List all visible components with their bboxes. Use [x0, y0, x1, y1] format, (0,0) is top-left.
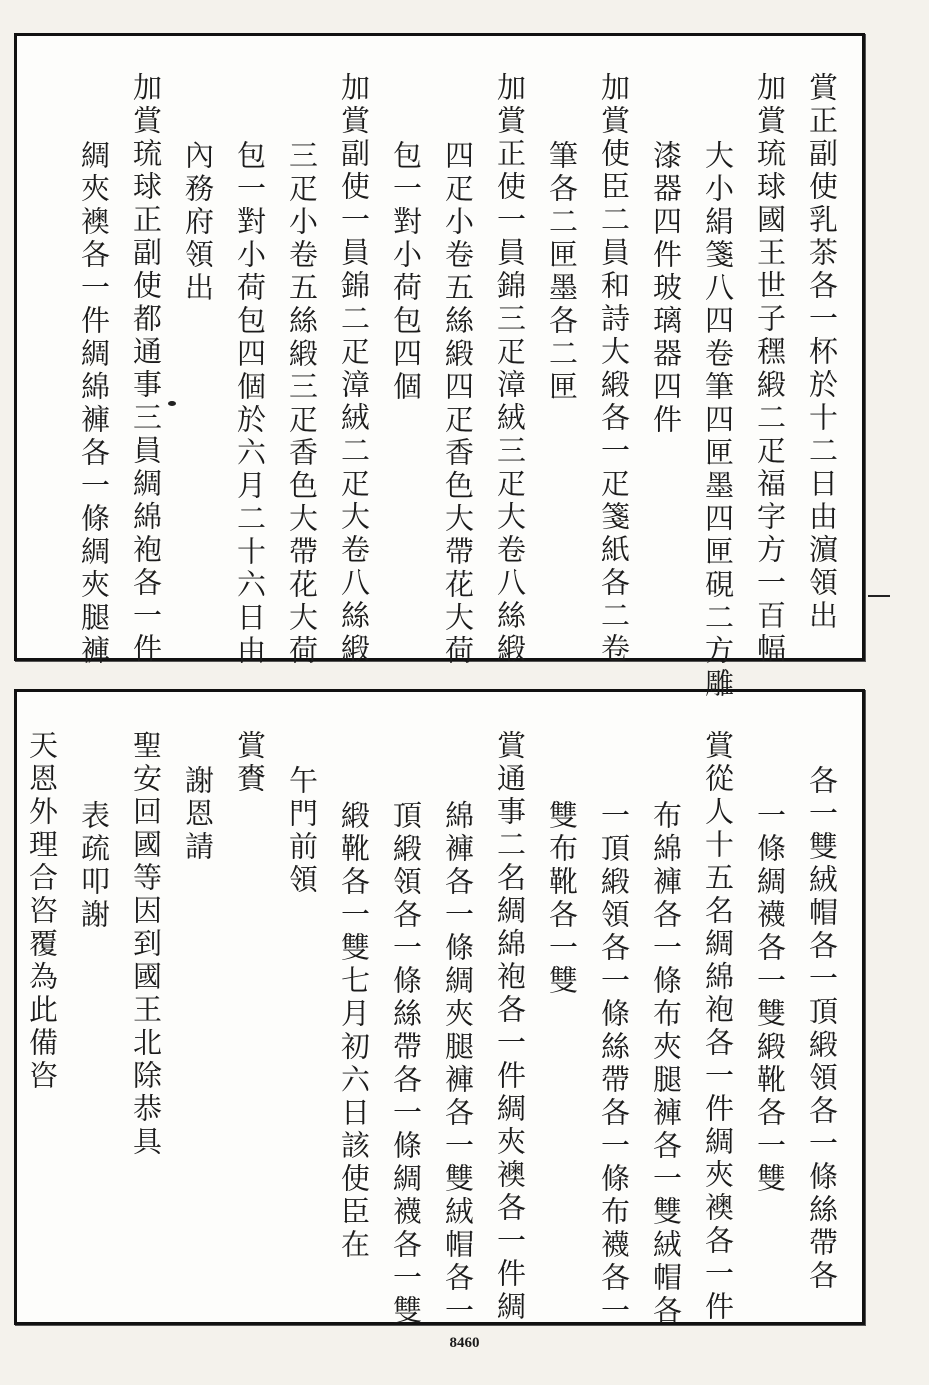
text-column: 三疋小卷五絲緞三疋香色大帶花大荷	[285, 140, 319, 668]
text-column: 內務府領出	[181, 140, 215, 305]
text-column: 賞正副使乳茶各一杯於十二日由濵領出	[805, 72, 839, 633]
text-column: 緞靴各一雙七月初六日該使臣在	[337, 800, 371, 1262]
text-column: 賞從人十五名綢綿袍各一件綢夾襖各一件	[701, 730, 735, 1324]
text-column: 漆器四件玻璃器四件	[649, 140, 683, 437]
text-column: 各一雙絨帽各一頂緞領各一條絲帶各	[805, 765, 839, 1293]
text-column: 綢夾襖各一件綢綿褲各一條綢夾腿褲	[77, 140, 111, 668]
page-number: 8460	[449, 1335, 480, 1351]
text-column: 聖安回國等因到國王北除恭具	[129, 730, 163, 1159]
text-column: 包一對小荷包四個	[389, 140, 423, 404]
text-column: 頂緞領各一條絲帶各一條綢襪各一雙	[389, 800, 423, 1328]
text-column: 謝恩請	[181, 765, 215, 864]
text-column: 包一對小荷包四個於六月二十六日由	[233, 140, 267, 668]
text-column: 布綿褲各一條布夾腿褲各一雙絨帽各	[649, 800, 683, 1328]
text-column: 加賞琉球正副使都通事三員綢綿袍各一件	[129, 72, 163, 666]
ink-dot	[168, 401, 176, 406]
text-column: 四疋小卷五絲緞四疋香色大帶花大荷	[441, 140, 475, 668]
text-column: 一條綢襪各一雙緞靴各一雙	[753, 800, 787, 1196]
text-column: 表疏叩謝	[77, 800, 111, 932]
text-column: 綿褲各一條綢夾腿褲各一雙絨帽各一	[441, 800, 475, 1328]
text-column: 天恩外理合咨覆為此備咨	[25, 730, 59, 1093]
text-column: 加賞正使一員錦三疋漳絨三疋大卷八絲緞	[493, 72, 527, 666]
text-column: 大小絹箋八四卷筆四匣墨四匣硯二方雕	[701, 140, 735, 701]
text-column: 加賞琉球國王世子䆀緞二疋福字方一百幅	[753, 72, 787, 666]
text-column: 加賞使臣二員和詩大緞各一疋箋紙各二卷	[597, 72, 631, 666]
text-column: 一頂緞領各一條絲帶各一條布襪各一	[597, 800, 631, 1328]
text-column: 午門前領	[285, 765, 319, 897]
text-column: 筆各二匣墨各二匣	[545, 140, 579, 404]
text-column: 賞賚	[233, 730, 267, 796]
margin-mark	[868, 595, 890, 597]
text-column: 加賞副使一員錦二疋漳絨二疋大卷八絲緞	[337, 72, 371, 666]
text-column: 賞通事二名綢綿袍各一件綢夾襖各一件綢	[493, 730, 527, 1324]
text-column: 雙布靴各一雙	[545, 800, 579, 998]
